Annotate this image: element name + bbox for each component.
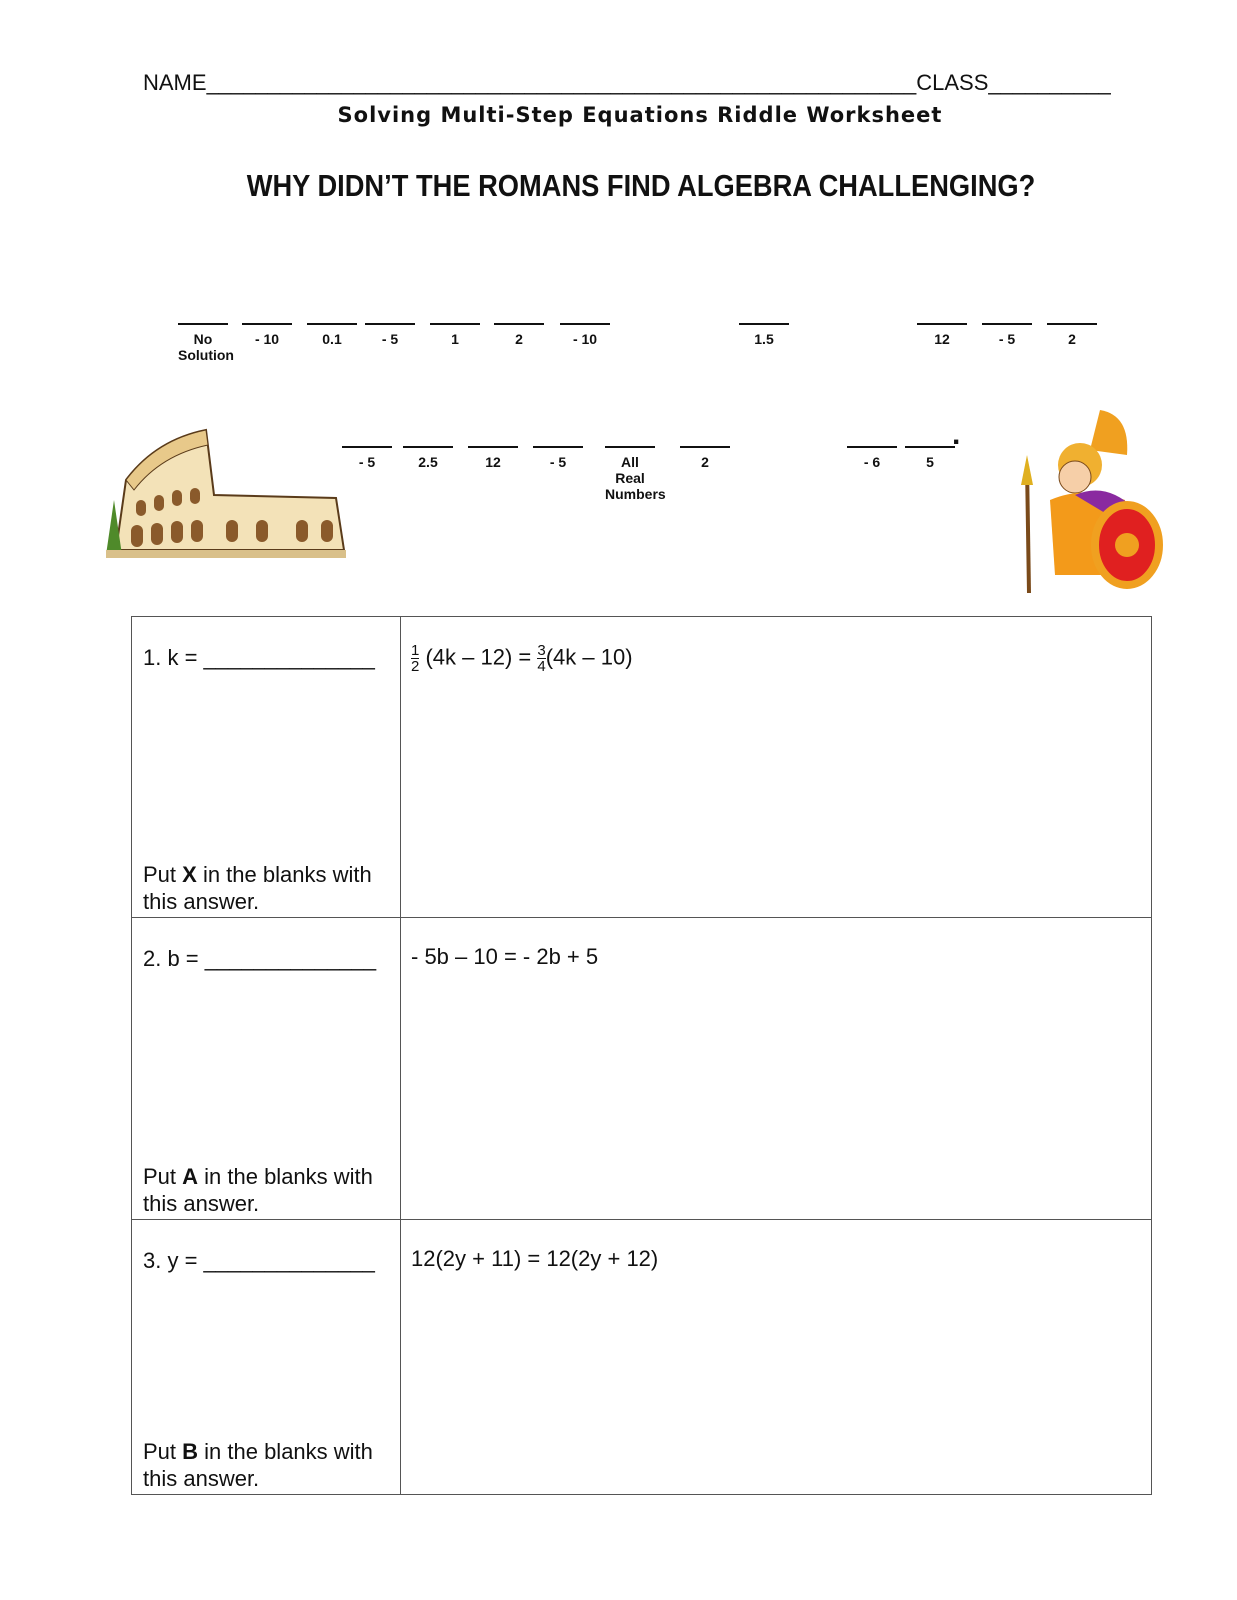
answer-blank-slot[interactable] [430, 323, 480, 347]
slot-label: 5 [926, 454, 934, 470]
slot-label: 12 [934, 331, 950, 347]
slot-label: 1.5 [754, 331, 774, 347]
letter: A [182, 1164, 199, 1189]
equation: $\frac{1}{2}$ (4k – 12) = $\frac{3}{4}$ (4k – 10) [411, 642, 633, 675]
slot-label: - 5 [358, 454, 376, 470]
slot-label: 2 [1068, 331, 1076, 347]
slot-label: - 5 [549, 454, 567, 470]
answer-blank[interactable]: ______________ [203, 1248, 375, 1273]
instruction-note: Put B in the blanks with this answer. [143, 1439, 373, 1491]
problem-label: 3. y = [143, 1248, 204, 1273]
instruction-note: Put X in the blanks with this answer. [143, 862, 372, 914]
answer-blank-slot[interactable] [847, 446, 897, 470]
riddle-question: WHY DIDN’T THE ROMANS FIND ALGEBRA CHALLENGING? [246, 168, 1036, 203]
answer-blank-slot[interactable] [560, 323, 610, 347]
period: . [952, 418, 961, 451]
class-label: CLASS [916, 70, 989, 95]
slot-label: - 6 [863, 454, 881, 470]
answer-blank-slot[interactable] [365, 323, 415, 347]
slot-label: No Solution [178, 331, 234, 363]
letter: B [182, 1439, 199, 1464]
slot-label: - 10 [254, 331, 280, 347]
name-class-header [143, 70, 1143, 96]
answer-blank-slot[interactable] [905, 446, 955, 470]
answer-blank-slot[interactable] [533, 446, 583, 470]
answer-blank-slot[interactable] [178, 323, 234, 363]
slot-label: - 5 [381, 331, 399, 347]
class-blank: __________ [988, 70, 1111, 95]
slot-label: 0.1 [322, 331, 342, 347]
slot-label: 2 [515, 331, 523, 347]
answer-blank-slot[interactable] [242, 323, 292, 347]
answer-blank-slot[interactable] [342, 446, 392, 470]
problem-label: 2. b = [143, 946, 205, 971]
name-blank: __________________________________________________________ [206, 70, 917, 95]
answer-blank-slot[interactable] [403, 446, 453, 470]
answer-blank[interactable]: ______________ [204, 946, 377, 971]
slot-label: - 10 [572, 331, 598, 347]
answer-blank-slot[interactable] [917, 323, 967, 347]
problem-row-2 [132, 918, 1152, 1220]
slot-label: 12 [485, 454, 501, 470]
slot-label: 2 [701, 454, 709, 470]
name-label: NAME [143, 70, 207, 95]
answer-blank-slot[interactable] [680, 446, 730, 470]
answer-blank-slot[interactable] [1047, 323, 1097, 347]
answer-blank-slot[interactable] [494, 323, 544, 347]
answer-blank-slot[interactable] [982, 323, 1032, 347]
answer-blank-slot[interactable] [468, 446, 518, 470]
instruction-note: Put A in the blanks with this answer. [143, 1164, 373, 1216]
answer-blank[interactable]: ______________ [203, 645, 375, 670]
answer-blank-slot[interactable] [739, 323, 789, 347]
colosseum-image [96, 420, 348, 568]
slot-label: - 5 [998, 331, 1016, 347]
problems-table [131, 616, 1152, 1495]
problem-row-3 [132, 1220, 1152, 1495]
problem-label: 1. k = [143, 645, 204, 670]
worksheet-subtitle: Solving Multi-Step Equations Riddle Worksheet [337, 103, 943, 127]
answer-blank-slot[interactable] [307, 323, 357, 347]
equation: 12(2y + 11) = 12(2y + 12) [411, 1246, 659, 1271]
slot-label: All Real Numbers [605, 454, 666, 502]
roman-soldier-image [1015, 405, 1165, 597]
answer-blank-slot[interactable] [605, 446, 666, 502]
problem-row-1 [132, 617, 1152, 918]
letter: X [182, 862, 197, 887]
equation: - 5b – 10 = - 2b + 5 [411, 944, 599, 969]
slot-label: 1 [451, 331, 459, 347]
slot-label: 2.5 [418, 454, 438, 470]
